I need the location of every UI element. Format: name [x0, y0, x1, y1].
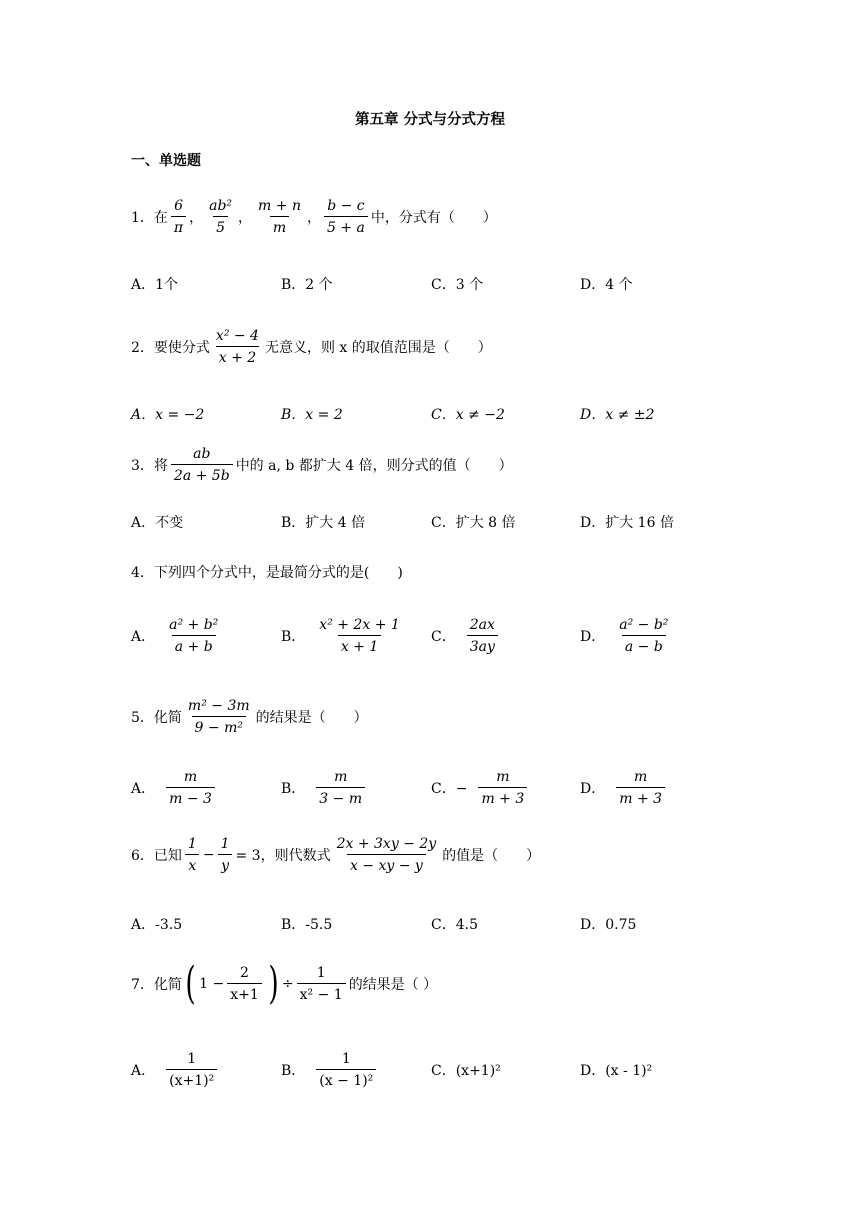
q6-f2-num: 1 [220, 836, 230, 852]
q5-a-den: m − 3 [166, 787, 215, 807]
question-1: 1．在 $\frac{6}{\pi}$ ， $\frac{\text{ab²}}{5}$ ， $\frac{m + n}{m}$ ， $\frac{b - c}{5 + a}$ 中，分式有（ ） [131, 198, 497, 236]
q6-fraction-3 [334, 836, 440, 874]
q4-b-den: x + 1 [338, 635, 381, 655]
q3-option-c[interactable]: C．扩大 8 倍 [431, 515, 516, 531]
q7-a-den: (x+1)² [166, 1069, 217, 1089]
q6-option-a[interactable]: A．-3.5 [131, 917, 183, 933]
q7-divide: ÷ [281, 976, 294, 992]
q2-f-num: x² − 4 [215, 328, 259, 344]
q1-f2-den: 5 [213, 216, 228, 236]
q4-b-num: x² + 2x + 1 [319, 617, 400, 633]
q2-options [131, 394, 731, 434]
q7-options [131, 1050, 731, 1090]
q4-c-num: 2ax [469, 617, 495, 633]
q5-suffix: 的结果是（ ） [255, 710, 368, 726]
section-heading: 一、单选题 [131, 153, 201, 169]
q6-options [131, 904, 731, 944]
q3-f-den: 2a + 5b [171, 464, 233, 484]
q6-suffix: 的值是（ ） [442, 848, 541, 864]
q5-b-fraction [316, 769, 365, 807]
q1-f4-num: b − c [327, 198, 365, 214]
q1-fraction-4 [324, 198, 368, 236]
q5-d-num: m [634, 769, 648, 785]
q5-f-den: 9 − m² [192, 716, 246, 736]
q1-fraction-2 [206, 198, 235, 236]
question-3 [131, 446, 513, 484]
q4-text: 4．下列四个分式中，是最简分式的是( ) [131, 565, 403, 581]
q5-b-num: m [334, 769, 348, 785]
q2-f-den: x + 2 [216, 346, 259, 366]
q4-a-fraction [166, 617, 221, 655]
q7-f2-den: x² − 1 [297, 983, 346, 1003]
q5-b-label: B． [281, 781, 306, 797]
q4-option-b[interactable] [281, 616, 406, 656]
q1-f3-num: m + n [258, 198, 301, 214]
q1-f1-den: π [171, 216, 186, 236]
q5-d-fraction [616, 769, 665, 807]
q7-fraction-2 [297, 965, 346, 1003]
left-paren-icon: ( [185, 958, 196, 1009]
q3-option-b[interactable]: B．扩大 4 倍 [281, 515, 366, 531]
q7-f2-num: 1 [316, 965, 326, 981]
q1-f1-num: 6 [174, 198, 183, 214]
q7-option-d[interactable]: D．(x - 1)² [580, 1063, 653, 1079]
q5-d-den: m + 3 [616, 787, 665, 807]
q2-option-b[interactable]: B．x = 2 [281, 407, 343, 423]
q1-f4-den: 5 + a [324, 216, 368, 236]
q3-fraction [171, 446, 233, 484]
q7-fraction-1 [227, 965, 262, 1003]
q7-option-c[interactable]: C．(x+1)² [431, 1063, 501, 1079]
question-6 [131, 836, 540, 874]
q4-d-label: D． [580, 629, 606, 645]
q2-option-c[interactable]: C．x ≠ −2 [431, 407, 505, 423]
q7-a-label: A． [131, 1063, 156, 1079]
q7-option-b[interactable] [281, 1050, 379, 1090]
q4-a-label: A． [131, 629, 156, 645]
q6-f3-den: x − xy − y [347, 854, 426, 874]
q4-option-d[interactable] [580, 616, 674, 656]
q7-b-fraction [316, 1051, 376, 1089]
q1-option-a[interactable]: A．1个 [131, 277, 179, 293]
q4-options [131, 616, 731, 656]
q4-a-den: a + b [172, 635, 216, 655]
q5-a-label: A． [131, 781, 156, 797]
q1-options [131, 264, 731, 304]
q3-prefix: 3．将 [131, 458, 168, 474]
q5-c-label: C．− [431, 781, 468, 797]
q3-option-d[interactable]: D．扩大 16 倍 [580, 515, 674, 531]
right-paren-icon: ) [268, 958, 279, 1009]
q7-option-a[interactable] [131, 1050, 220, 1090]
q5-option-c[interactable] [431, 768, 530, 808]
q4-d-num: a² − b² [619, 617, 669, 633]
q2-fraction [213, 328, 262, 366]
q6-f1-num: 1 [187, 836, 197, 852]
q6-option-d[interactable]: D．0.75 [580, 917, 637, 933]
q5-b-den: 3 − m [316, 787, 365, 807]
q5-a-fraction [166, 769, 215, 807]
q3-suffix: 中的 a, b 都扩大 4 倍，则分式的值（ ） [235, 458, 513, 474]
question-5 [131, 698, 368, 736]
q4-option-a[interactable] [131, 616, 224, 656]
q1-prefix: 1．在 [131, 210, 168, 226]
page-title: 第五章 分式与分式方程 [354, 112, 506, 128]
q6-f2-den: y [218, 854, 232, 874]
q4-c-fraction [467, 617, 498, 655]
q1-option-c[interactable]: C．3 个 [431, 277, 484, 293]
q7-prefix: 7．化简 [131, 977, 182, 993]
q1-option-b[interactable]: B．2 个 [281, 277, 333, 293]
q6-prefix: 6．已知 [131, 848, 182, 864]
q5-a-num: m [183, 769, 198, 785]
q6-equals: = 3，则代数式 [235, 848, 331, 864]
q7-suffix: 的结果是（ ） [348, 977, 438, 993]
q5-c-fraction [478, 769, 527, 807]
q1-f3-den: m [270, 216, 289, 236]
q4-c-label: C． [431, 629, 456, 645]
q6-fraction-1 [185, 836, 200, 874]
question-2 [131, 328, 492, 366]
q2-prefix: 2．要使分式 [131, 340, 210, 356]
q3-options [131, 502, 731, 542]
q5-f-num: m² − 3m [187, 698, 250, 714]
q5-option-a[interactable] [131, 768, 218, 808]
question-7 [131, 958, 438, 1009]
q5-prefix: 5．化简 [131, 710, 182, 726]
q3-option-a[interactable]: A．不变 [131, 515, 184, 531]
q5-c-num: m [496, 769, 510, 785]
q5-option-b[interactable] [281, 768, 368, 808]
q6-fraction-2 [218, 836, 233, 874]
q2-option-a[interactable]: A．x = −2 [131, 407, 205, 423]
q7-a-fraction [166, 1051, 217, 1089]
q7-f1-num: 2 [240, 965, 249, 981]
q3-f-num: ab [193, 446, 211, 462]
q6-option-c[interactable]: C．4.5 [431, 917, 478, 933]
q4-d-fraction [616, 617, 671, 655]
q4-b-label: B． [281, 629, 306, 645]
q7-b-num: 1 [341, 1051, 351, 1067]
q4-b-fraction [316, 617, 402, 655]
q6-option-b[interactable]: B．-5.5 [281, 917, 333, 933]
q4-c-den: 3ay [467, 635, 498, 655]
q6-minus: − [202, 847, 215, 863]
q7-b-den: (x − 1)² [316, 1069, 376, 1089]
q7-a-num: 1 [187, 1051, 197, 1067]
q1-f2-num: ab² [209, 198, 233, 214]
q5-fraction [185, 698, 253, 736]
q1-suffix: 中，分式有（ ） [370, 210, 497, 226]
q6-f3-num: 2x + 3xy − 2y [336, 836, 437, 852]
question-4 [131, 562, 403, 582]
q2-suffix: 无意义，则 x 的取值范围是（ ） [264, 340, 492, 356]
q7-one-minus: 1 − [199, 976, 225, 992]
q4-d-den: a − b [622, 635, 666, 655]
q1-option-d[interactable]: D．4 个 [580, 277, 633, 293]
q5-options [131, 768, 731, 808]
q4-a-num: a² + b² [169, 617, 219, 633]
q7-f1-den: x+1 [227, 983, 262, 1003]
q4-option-c[interactable] [431, 616, 501, 656]
q1-fraction-3 [255, 198, 304, 236]
q6-f1-den: x [185, 854, 199, 874]
q5-c-den: m + 3 [478, 787, 527, 807]
q5-option-d[interactable] [580, 768, 668, 808]
q7-b-label: B． [281, 1063, 306, 1079]
q5-d-label: D． [580, 781, 606, 797]
q2-option-d[interactable]: D．x ≠ ±2 [580, 407, 655, 423]
q1-fraction-1 [171, 198, 186, 236]
